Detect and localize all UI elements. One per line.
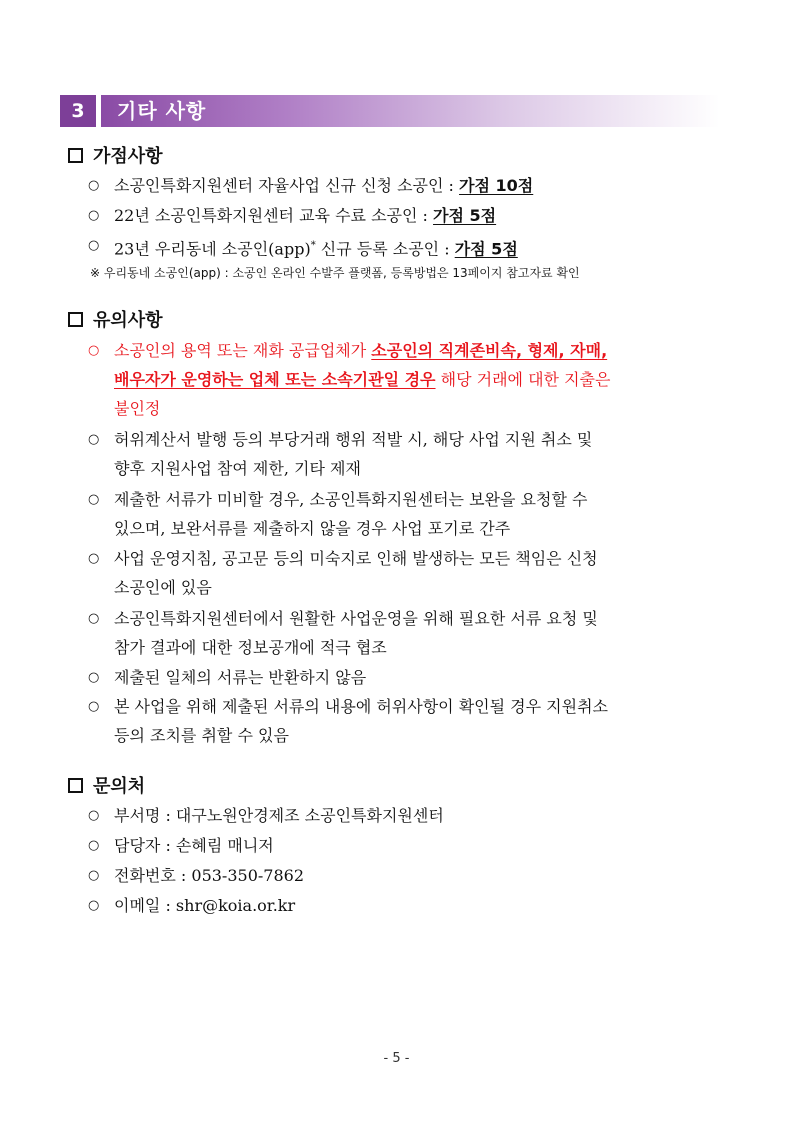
bullet-circle-icon: ○ [88,838,100,853]
caution-text: 소공인에 있음 [114,578,212,597]
caution-text: 소공인특화지원센터에서 원활한 사업운영을 위해 필요한 서류 요청 및 [114,609,598,628]
bonus-footnote: ※ 우리동네 소공인(app) : 소공인 온라인 수발주 플랫폼, 등록방법은 13페이지 참고자료 확인 [90,266,580,280]
caution-text: 참가 결과에 대한 정보공개에 적극 협조 [114,638,387,657]
contact-heading [68,772,145,798]
contact-email: 이메일 : shr@koia.or.kr [114,896,296,915]
contact-department: 부서명 : 대구노원안경제조 소공인특화지원센터 [114,806,444,825]
cautions-heading [68,306,163,332]
bonus-points: 가점 5점 [454,239,518,259]
caution-text: 등의 조치를 취할 수 있음 [114,726,289,745]
caution-text: 사업 운영지침, 공고문 등의 미숙지로 인해 발생하는 모든 책임은 신청 [114,549,598,568]
caution-text: 본 사업을 위해 제출된 서류의 내용에 허위사항이 확인될 경우 지원취소 [114,697,608,716]
section-title-bar [101,95,720,127]
bullet-circle-icon: ○ [88,492,100,507]
caution-emphasis: 소공인의 직계존비속, 형제, 자매, [371,341,608,360]
bonus-item-text: 신규 등록 소공인 : [315,239,455,259]
caution-emphasis: 배우자가 운영하는 업체 또는 소속기관일 경우 [114,370,436,389]
bullet-circle-icon: ○ [88,178,100,193]
bullet-circle-icon: ○ [88,238,100,253]
cautions-heading-label: 유의사항 [93,310,163,331]
bullet-circle-icon: ○ [88,670,100,685]
section-title: 기타 사항 [117,99,207,123]
caution-text: 허위계산서 발행 등의 부당거래 행위 적발 시, 해당 사업 지원 취소 및 [114,430,593,449]
bullet-circle-icon: ○ [88,699,100,714]
page-number: - 5 - [383,1051,410,1066]
caution-text: 해당 거래에 대한 지출은 [435,370,611,389]
bullet-circle-icon: ○ [88,551,100,566]
caution-text: 소공인의 용역 또는 재화 공급업체가 [114,341,372,360]
caution-text: 제출한 서류가 미비할 경우, 소공인특화지원센터는 보완을 요청할 수 [114,490,588,509]
caution-text: 있으며, 보완서류를 제출하지 않을 경우 사업 포기로 간주 [114,519,511,538]
bonus-item-text: 23년 우리동네 소공인(app) [114,239,311,259]
bonus-item-text: 22년 소공인특화지원센터 교육 수료 소공인 : [114,206,434,225]
section-number: 3 [60,95,96,127]
checkbox-icon [68,312,83,327]
bullet-circle-icon: ○ [88,343,100,358]
checkbox-icon [68,778,83,793]
section-header [60,95,720,127]
bonus-points: 가점 10점 [459,176,534,195]
bonus-heading-label: 가점사항 [93,146,163,167]
caution-text: 제출된 일체의 서류는 반환하지 않음 [114,668,367,687]
bullet-circle-icon: ○ [88,208,100,223]
bullet-circle-icon: ○ [88,898,100,913]
bonus-heading [68,142,163,168]
bullet-circle-icon: ○ [88,808,100,823]
footnote-marker: * [310,240,316,251]
contact-heading-label: 문의처 [93,776,146,797]
bonus-points: 가점 5점 [433,206,497,225]
bullet-circle-icon: ○ [88,868,100,883]
checkbox-icon [68,148,83,163]
contact-phone: 전화번호 : 053-350-7862 [114,866,304,885]
caution-text: 향후 지원사업 참여 제한, 기타 제재 [114,459,361,478]
bullet-circle-icon: ○ [88,432,100,447]
bullet-circle-icon: ○ [88,611,100,626]
contact-person: 담당자 : 손혜림 매니저 [114,836,274,855]
bonus-item-text: 소공인특화지원센터 자율사업 신규 신청 소공인 : [114,176,460,195]
caution-text: 불인정 [114,399,161,418]
